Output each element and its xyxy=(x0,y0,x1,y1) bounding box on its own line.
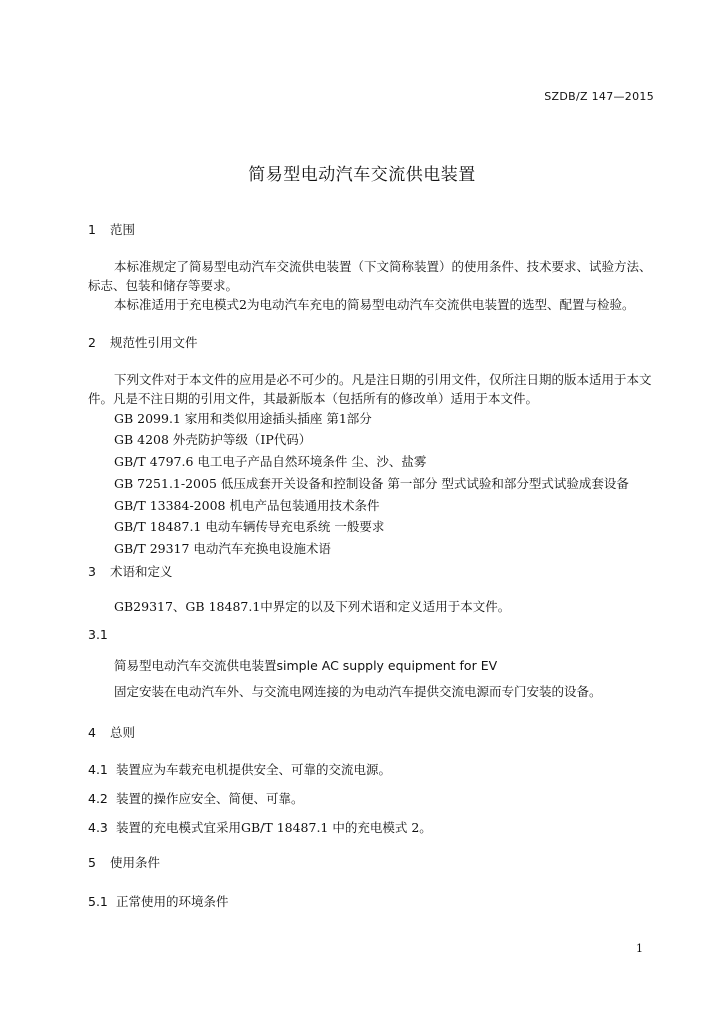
clause-text: 正常使用的环境条件 xyxy=(116,894,229,909)
clause-number: 4.1 xyxy=(88,762,108,777)
clause xyxy=(88,760,391,778)
clause-text: 装置应为车载充电机提供安全、可靠的交流电源。 xyxy=(116,762,392,777)
section-number: 5 xyxy=(88,855,96,870)
subsection-number: 3.1 xyxy=(88,627,108,642)
term-definition: 固定安装在电动汽车外、与交流电网连接的为电动汽车提供交流电源而专门安装的设备。 xyxy=(114,684,602,699)
paragraph-line: 本标准适用于充电模式2为电动汽车充电的简易型电动汽车交流供电装置的选型、配置与检验。 xyxy=(114,297,635,312)
clause-number: 5.1 xyxy=(88,894,108,909)
section-title: 术语和定义 xyxy=(110,564,173,579)
reference-item: GB 4208 外壳防护等级（IP代码） xyxy=(114,432,312,447)
clause-text: 装置的充电模式宜采用GB/T 18487.1 中的充电模式 2。 xyxy=(116,820,432,835)
section-number: 2 xyxy=(88,335,96,350)
section-title: 范围 xyxy=(110,222,136,237)
reference-item: GB/T 4797.6 电工电子产品自然环境条件 尘、沙、盐雾 xyxy=(114,454,427,469)
section-title: 总则 xyxy=(110,725,136,740)
section-number: 3 xyxy=(88,564,96,579)
paragraph-line: 本标准规定了简易型电动汽车交流供电装置（下文简称装置）的使用条件、技术要求、试验方法、 xyxy=(114,259,652,274)
reference-item: GB/T 13384-2008 机电产品包装通用技术条件 xyxy=(114,498,380,513)
page-number: 1 xyxy=(636,942,643,955)
reference-item: GB 7251.1-2005 低压成套开关设备和控制设备 第一部分 型式试验和部分型式试验成套设备 xyxy=(114,476,629,491)
section-heading xyxy=(88,220,135,238)
reference-item: GB/T 29317 电动汽车充换电设施术语 xyxy=(114,541,331,556)
section-heading xyxy=(88,562,173,580)
section-heading xyxy=(88,853,160,871)
section-heading xyxy=(88,333,198,351)
paragraph-line: GB29317、GB 18487.1中界定的以及下列术语和定义适用于本文件。 xyxy=(114,599,511,614)
clause xyxy=(88,892,229,910)
document-code: SZDB/Z 147—2015 xyxy=(544,90,654,103)
clause-number: 4.2 xyxy=(88,791,108,806)
section-heading xyxy=(88,723,135,741)
document-title: 简易型电动汽车交流供电装置 xyxy=(248,165,476,185)
clause-number: 4.3 xyxy=(88,820,108,835)
clause xyxy=(88,789,304,807)
term-title: 简易型电动汽车交流供电装置simple AC supply equipment for EV xyxy=(114,658,498,673)
section-number: 1 xyxy=(88,222,96,237)
clause xyxy=(88,818,432,836)
section-title: 使用条件 xyxy=(110,855,161,870)
reference-item: GB/T 18487.1 电动车辆传导充电系统 一般要求 xyxy=(114,519,385,534)
reference-item: GB 2099.1 家用和类似用途插头插座 第1部分 xyxy=(114,411,372,426)
paragraph-line: 标志、包装和储存等要求。 xyxy=(88,278,239,293)
section-title: 规范性引用文件 xyxy=(110,335,198,350)
paragraph-line: 下列文件对于本文件的应用是必不可少的。凡是注日期的引用文件，仅所注日期的版本适用于本文 xyxy=(114,372,652,387)
section-number: 4 xyxy=(88,725,96,740)
paragraph-line: 件。凡是不注日期的引用文件，其最新版本（包括所有的修改单）适用于本文件。 xyxy=(88,391,539,406)
clause-text: 装置的操作应安全、简便、可靠。 xyxy=(116,791,304,806)
